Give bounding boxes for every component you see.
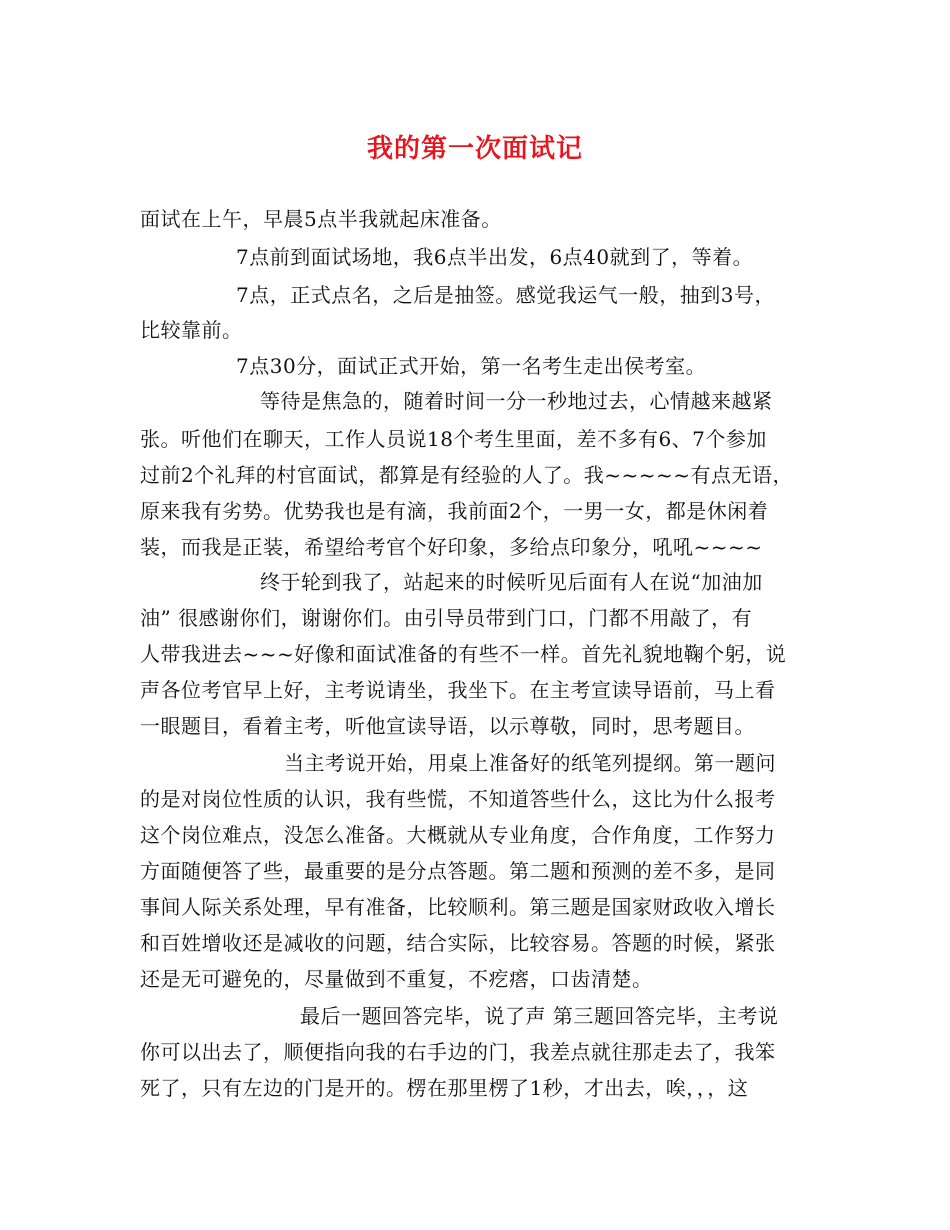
paragraph-line: 这个岗位难点，没怎么准备。大概就从专业角度，合作角度，工作努力 [140,823,776,847]
paragraph-line: 死了，只有左边的门是开的。楞在那里楞了1秒，才出去，唉，，，这 [140,1076,749,1100]
paragraph-line: 过前2个礼拜的村官面试，都算是有经验的人了。我~~~~~有点无语， [140,463,794,487]
paragraph-line: 比较靠前。 [140,318,243,342]
paragraph-line: 7点，正式点名，之后是抽签。感觉我运气一般，抽到3号， [236,283,775,307]
paragraph-line: 事间人际关系处理，早有准备，比较顺利。第三题是国家财政收入增长 [140,895,776,919]
paragraph-line: 方面随便答了些，最重要的是分点答题。第二题和预测的差不多，是同 [140,859,776,883]
paragraph-line: 最后一题回答完毕，说了声 第三题回答完毕，主考说 [300,1004,779,1028]
paragraph-line: 油” 很感谢你们，谢谢你们。由引导员带到门口，门都不用敲了，有 [140,606,753,630]
paragraph-line: 等待是焦急的，随着时间一分一秒地过去，心情越来越紧 [260,389,773,413]
paragraph-line: 张。听他们在聊天，工作人员说18个考生里面，差不多有6、7个参加 [140,427,767,451]
paragraph-line: 当主考说开始，用桌上准备好的纸笔列提纲。第一题问 [284,751,776,775]
paragraph-line: 你可以出去了，顺便指向我的右手边的门，我差点就往那走去了，我笨 [140,1040,776,1064]
paragraph-line: 和百姓增收还是减收的问题，结合实际，比较容易。答题的时候，紧张 [140,931,776,955]
paragraph-line: 终于轮到我了，站起来的时候听见后面有人在说“加油加 [260,570,763,594]
paragraph-line: 7点30分，面试正式开始，第一名考生走出侯考室。 [236,354,707,378]
document-title: 我的第一次面试记 [366,134,583,164]
paragraph-line: 装，而我是正装，希望给考官个好印象，多给点印象分，吼吼~~~~ [140,535,763,559]
paragraph-line: 人带我进去~~~好像和面试准备的有些不一样。首先礼貌地鞠个躬，说 [140,642,787,666]
paragraph-line: 面试在上午，早晨5点半我就起床准备。 [140,207,502,231]
paragraph-line: 原来我有劣势。优势我也是有滴，我前面2个，一男一女，都是休闲着 [140,499,769,523]
paragraph-line: 声各位考官早上好，主考说请坐，我坐下。在主考宣读导语前，马上看 [140,678,776,702]
paragraph-line: 还是无可避免的，尽量做到不重复，不疙瘩，口齿清楚。 [140,967,653,991]
paragraph-line: 7点前到面试场地，我6点半出发，6点40就到了，等着。 [236,245,754,269]
paragraph-line: 的是对岗位性质的认识，我有些慌，不知道答些什么，这比为什么报考 [140,787,776,811]
paragraph-line: 一眼题目，看着主考，听他宣读导语，以示尊敬，同时，思考题目。 [140,714,755,738]
